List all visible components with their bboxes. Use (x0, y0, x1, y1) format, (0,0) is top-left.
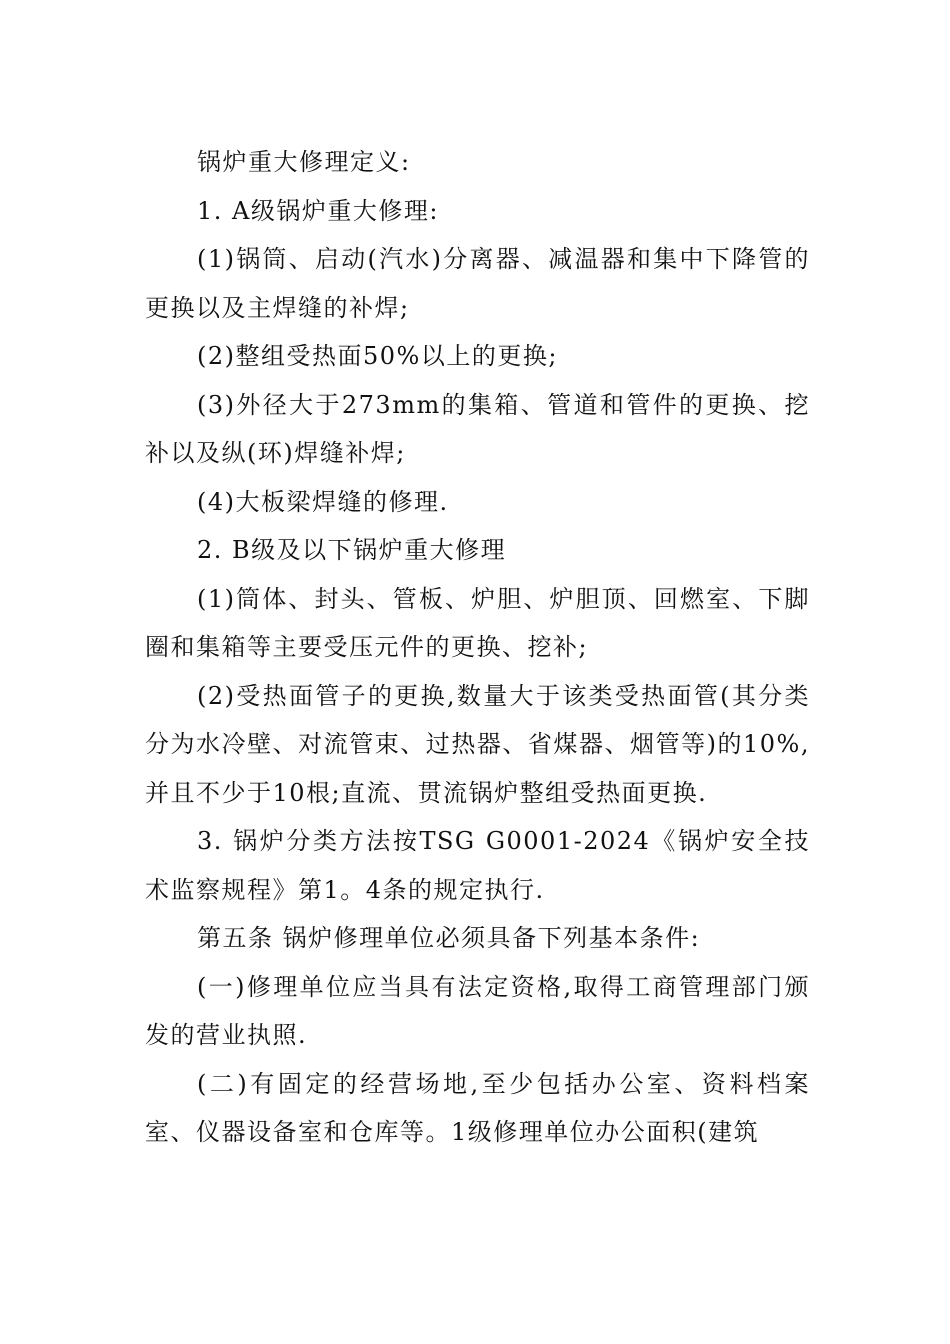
item-1-1: (1)锅筒、启动(汽水)分离器、减温器和集中下降管的更换以及主焊缝的补焊; (145, 245, 810, 322)
item-1-4: (4)大板梁焊缝的修理. (197, 487, 449, 516)
item-1-heading: 1. A级锅炉重大修理: (197, 196, 439, 225)
document-body (145, 138, 810, 1157)
item-2-2: (2)受热面管子的更换,数量大于该类受热面管(其分类分为水冷壁、对流管束、过热器、省煤器、烟管等)的10%,并且不少于10根;直流、贯流锅炉整组受热面更换. (145, 681, 810, 807)
article-5-item-1: (一)修理单位应当具有法定资格,取得工商管理部门颁发的营业执照. (145, 972, 810, 1049)
item-3: 3. 锅炉分类方法按TSG G0001-2024《锅炉安全技术监察规程》第1。4条的规定执行. (145, 827, 810, 904)
item-1-3: (3)外径大于273mm的集箱、管道和管件的更换、挖补以及纵(环)焊缝补焊; (145, 390, 810, 467)
item-2-heading: 2. B级及以下锅炉重大修理 (197, 536, 507, 564)
article-5-item-2: (二)有固定的经营场地,至少包括办公室、资料档案室、仪器设备室和仓库等。1级修理单位办公面积(建筑 (145, 1069, 810, 1146)
item-2-1: (1)筒体、封头、管板、炉胆、炉胆顶、回燃室、下脚圈和集箱等主要受压元件的更换、挖补; (145, 584, 810, 661)
item-1-2: (2)整组受热面50%以上的更换; (197, 342, 558, 370)
section-heading-definition: 锅炉重大修理定义: (197, 148, 411, 176)
article-5-heading: 第五条 锅炉修理单位必须具备下列基本条件: (197, 924, 701, 952)
